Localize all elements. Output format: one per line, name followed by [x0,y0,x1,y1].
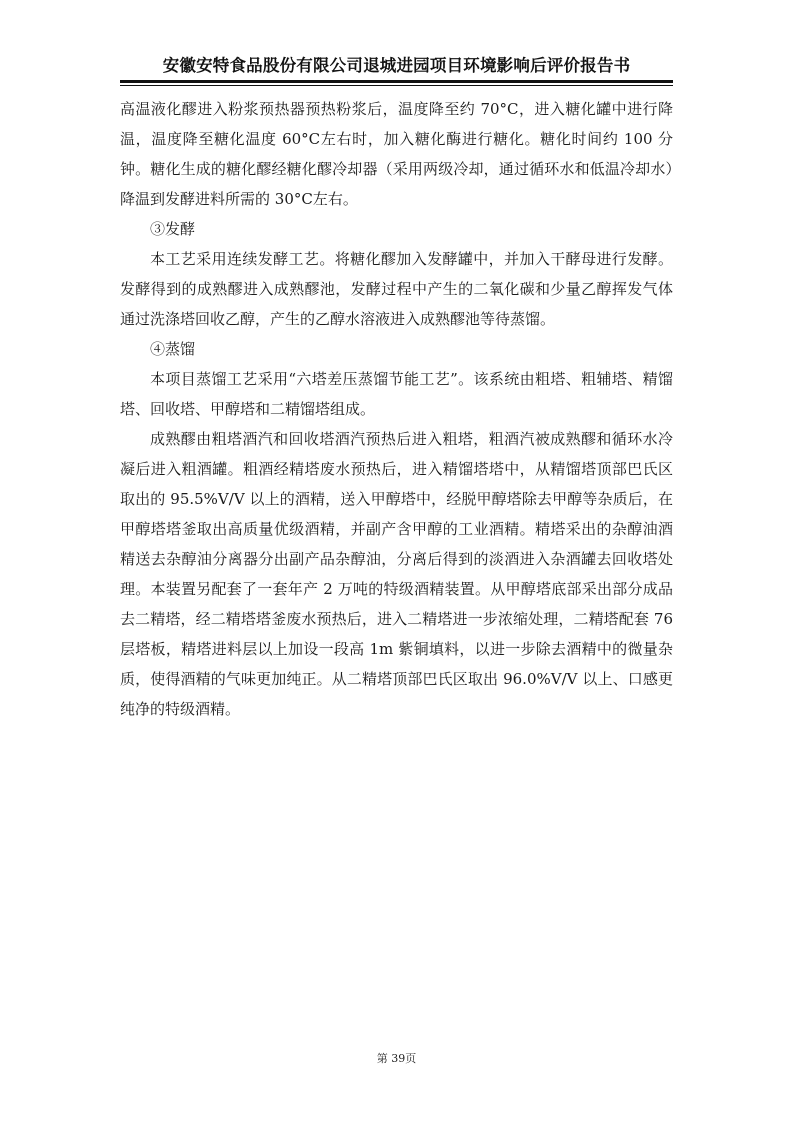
paragraph-saccharification: 高温液化醪进入粉浆预热器预热粉浆后，温度降至约 70°C，进入糖化罐中进行降温，温度降至糖化温度 60°C左右时，加入糖化酶进行糖化。糖化时间约 100 分钟。糖化生成的糖化醪经糖化醪冷却器（采用两级冷却，通过循环水和低温冷却水）降温到发酵进料所需的 30°C左右。 [120,100,673,208]
document-body [120,94,673,724]
page-number: 第 39页 [376,1052,417,1065]
paragraph-distillation-process: 成熟醪由粗塔酒汽和回收塔酒汽预热后进入粗塔，粗酒汽被成熟醪和循环水冷凝后进入粗酒罐。粗酒经精塔废水预热后，进入精馏塔塔中，从精馏塔顶部巴氏区取出的 95.5%V/V 以上的酒精，送入甲醇塔中，经脱甲醇塔除去甲醇等杂质后，在甲醇塔塔釜取出高质量优级酒精，并副产含甲醇的工业酒精。精塔采出的杂醇油酒精送去杂醇油分离器分出副产品杂醇油，分离后得到的淡酒进入杂酒罐去回收塔处理。本装置另配套了一套年产 2 万吨的特级酒精装置。从甲醇塔底部采出部分成品去二精塔，经二精塔塔釜废水预热后，进入二精塔进一步浓缩处理，二精塔配套 76 层塔板，精塔进料层以上加设一段高 1m 紫铜填料，以进一步除去酒精中的微量杂质，使得酒精的气味更加纯正。从二精塔顶部巴氏区取出 96.0%V/V 以上、口感更纯净的特级酒精。 [120,430,673,718]
section-heading-distillation: ④蒸馏 [150,340,196,358]
paragraph-distillation-overview: 本项目蒸馏工艺采用“六塔差压蒸馏节能工艺”。该系统由粗塔、粗辅塔、精馏塔、回收塔、甲醇塔和二精馏塔组成。 [120,370,673,418]
header-divider-thin [120,85,673,86]
header-divider-thick [120,80,673,83]
section-heading-fermentation: ③发酵 [150,220,196,238]
paragraph-fermentation: 本工艺采用连续发酵工艺。将糖化醪加入发酵罐中，并加入干酵母进行发酵。发酵得到的成熟醪进入成熟醪池，发酵过程中产生的二氧化碳和少量乙醇挥发气体通过洗涤塔回收乙醇，产生的乙醇水溶液进入成熟醪池等待蒸馏。 [120,250,673,328]
page-header-title: 安徽安特食品股份有限公司退城进园项目环境影响后评价报告书 [162,56,631,75]
